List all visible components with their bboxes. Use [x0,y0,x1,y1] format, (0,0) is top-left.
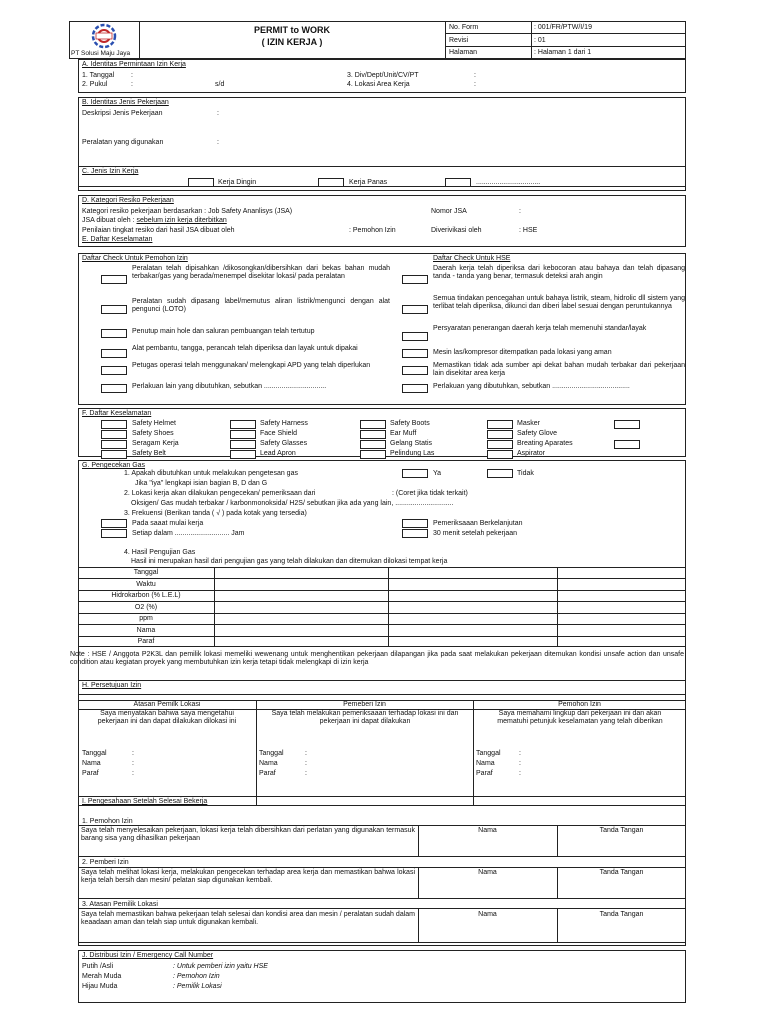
pengesahan-head-0: 1. Pemohon Izin [82,818,133,825]
pukul-label: 2. Pukul [82,81,108,88]
section-b-title: B. Identitas Jenis Pekerjaan [82,99,169,106]
lokasi-label: 4. Lokasi Area Kerja [347,81,410,88]
extra-ppe-checkbox-1[interactable] [614,440,640,449]
ppe-label: Lead Apron [260,450,296,457]
ppe-label: Breating Aparates [517,440,573,447]
kerja-lain-label: ................................. [476,179,541,186]
pemohon-checklist-title: Daftar Check Untuk Pemohon Izin [82,255,188,262]
gas-q3: 3. Frekuensi (Berikan tanda ( √ ) pada kotak yang tersedia) [124,510,307,517]
ppe-label: Safety Harness [260,420,308,427]
approval-field-colon: : [305,760,307,767]
pengesahan-text-1: Saya telah melihat lokasi kerja, melakukan pengecekan terhadap area kerja dan memastikan bahwa lokasi kerja telah bersih dan mesin/ pelatan siap digunakan kembali. [81,869,415,884]
approval-field-colon: : [305,770,307,777]
pengesahan-nama-label: Nama [478,911,497,918]
gas-row-label: ppm [139,615,153,622]
pengesahan-text-2: Saya telah memastikan bahwa pekerjaan telah selesai dan kondisi area dan mesin / peralatan sudah dalam keaadaan aman dan telah siap untuk digunakan kembali. [81,911,415,926]
face-shield-checkbox[interactable] [230,430,256,439]
approval-field-colon: : [132,760,134,767]
section-f-title: F. Daftar Keselamatan [82,410,152,417]
gas-q4: 4. Hasil Pengujian Gas [124,549,196,556]
pelindung-las-checkbox[interactable] [360,450,386,459]
distribusi-label-1: Merah Muda [82,973,122,980]
nomor-jsa-label: Nomor JSA [431,208,467,215]
kerja-panas-label: Kerja Panas [349,179,388,186]
penilaian-label: Penilaian tingkat resiko dari hasil JSA dibuat oleh [82,227,235,234]
approval-field-label: Tanggal [476,750,501,757]
diverifikasi-label: Diverivikasi oleh [431,227,482,234]
distribusi-label-0: Putih /Asli [82,963,114,970]
approval-text-pemohon: Saya memahami lingkup dari pekerjaan ini dan akan mematuhi petunjuk keselamatan yang telah diberikan [497,710,663,725]
pemohon-value: : Pemohon Izin [349,227,396,234]
ppe-label: Safety Boots [390,420,430,427]
gas-row-label: Nama [136,627,156,634]
lokasi-colon: : [474,81,476,88]
form-subtitle: ( IZIN KERJA ) [261,37,323,47]
pemeriksaan-checkbox[interactable] [402,519,428,528]
section-j-title: J. Distribusi Izin / Emergency Call Number [82,952,214,959]
pemeriksaan-label: Pemeriksaaan Berkelanjutan [433,520,523,527]
approval-field-label: Paraf [259,770,276,777]
deskripsi-label: Deskripsi Jenis Pekerjaan [82,110,163,117]
company-name: PT Solusi Maju Jaya [71,50,131,57]
gas-note: Note : HSE / Anggota P2K3L dan pemilik lokasi memeliki wewenang untuk menghentikan pekerjaan dilapangan jika pada saat melakukan pekerjaan ditemukan kondisi unsafe action dan unsafe condition atau kegiatan proyek yang membutuhkan izin kerja tetapi tidak melengkapi di izin kerja [70,651,684,666]
jsa-dibuat-label [82,217,227,225]
gas-row-label: Paraf [137,638,155,645]
pemohon-item-3: Alat pembantu, tangga, perancah telah diperiksa dan layak untuk dipakai [132,345,358,352]
pemohon-item-4: Petugas operasi telah menggunakan/ melengkapi APD yang telah diperlukan [132,362,371,369]
pengesahan-ttd-label: Tanda Tangan [599,911,644,918]
section-e-title: E. Daftar Keselamatan [82,236,153,243]
approval-text-atasan: Saya menyatakan bahwa saya mengetahui pekerjaan ini dan dapat dilakukan dilokasi ini [97,710,237,725]
pengesahan-ttd-label: Tanda Tangan [599,827,644,834]
ppe-label: Safety Glasses [260,440,308,447]
nomor-jsa-colon: : [519,208,521,215]
gas-tidak-label: Tidak [517,470,534,477]
hse-item-3: Mesin las/kompresor ditempatkan pada lokasi yang aman [433,349,612,356]
approval-text-pemberi: Saya telah melakukan pemeriksaaan terhadap lokasi ini dan pekerjaan ini dapat dilakukan [271,710,459,725]
div-colon: : [474,72,476,79]
setiap-checkbox[interactable] [101,529,127,538]
distribusi-value-0: : Untuk pemberi izin yaitu HSE [173,963,268,970]
tanggal-colon: : [131,72,133,79]
approval-field-colon: : [132,750,134,757]
safety-harness-checkbox[interactable] [230,420,256,429]
deskripsi-colon: : [217,110,219,117]
hse-item-4: Memastikan tidak ada sumber api dekat bahan mudah terbakar dari pekerjaan lain disekitar area kerja [433,362,685,377]
pada-saat-checkbox[interactable] [101,519,127,528]
tanggal-label: 1. Tanggal [82,72,115,79]
approval-field-label: Nama [82,760,101,767]
meta-value-1: : 01 [534,37,546,44]
safety-glasses-checkbox[interactable] [230,440,256,449]
ppe-label: Ear Muff [390,430,417,437]
peralatan-label: Peralatan yang digunakan [82,139,164,146]
lead-apron-checkbox[interactable] [230,450,256,459]
company-logo-icon [81,23,127,49]
masker-checkbox[interactable] [487,420,513,429]
gas-q2-line: Oksigen/ Gas mudah terbakar / karbonmonoksida/ H2S/ sebutkan jika ada yang lain, .............................. [131,500,454,507]
hse-value: : HSE [519,227,538,234]
section-h-title: H. Persetujuan Izin [82,682,142,689]
seragam-kerja-checkbox[interactable] [101,440,127,449]
pengesahan-nama-label: Nama [478,827,497,834]
approval-field-colon: : [305,750,307,757]
hse-check-1[interactable] [402,305,428,314]
hse-item-5: Perlakuan yang dibutuhkan, sebutkan ........................................ [433,383,630,390]
div-label: 3. Div/Dept/Unit/CV/PT [347,72,419,79]
breating-aparates-checkbox[interactable] [487,440,513,449]
approval-field-label: Paraf [476,770,493,777]
hse-item-0: Daerah kerja telah diperiksa dari kebocoran atau bahaya dan telah dipasang tanda - tanda yang benar, termasuk deteksi arah angin [433,265,685,280]
hse-checklist-title: Daftar Check Untuk HSE [433,255,511,262]
safety-boots-checkbox[interactable] [360,420,386,429]
pemohon-check-5[interactable] [101,384,127,393]
pengesahan-head-1: 2. Pemberi Izin [82,859,129,866]
pengesahan-text-0: Saya telah menyelesaikan pekerjaan, lokasi kerja telah dibersihkan dari perlatan yang digunakan termasuk barang sisa yang dihasilkan pekerjaan [81,827,415,842]
pemohon-item-0: Peralatan telah dipisahkan /dikosongkan/dibersihkan dari bekas bahan mudah terbakar/gas yang berada/menempel disekitar lokasi/ pada peralatan [132,265,390,280]
meta-label-1: Revisi [449,37,469,44]
approval-field-label: Paraf [82,770,99,777]
ppe-label: Safety Belt [132,450,166,457]
meta-value-2: : Halaman 1 dari 1 [534,49,592,56]
section-g-title: G. Pengecekan Gas [82,462,146,469]
distribusi-value-2: : Pemilik Lokasi [173,983,222,990]
pengesahan-nama-label: Nama [478,869,497,876]
extra-ppe-checkbox-0[interactable] [614,420,640,429]
jsa-dibuat-prefix: JSA dibuat oleh : [82,217,137,224]
hse-item-2: Persyaratan penerangan daerah kerja telah memenuhi standar/layak [433,325,647,332]
gas-row-label: Tanggal [133,569,159,576]
permit-form [69,21,686,1003]
tiga-puluh-label: 30 menit setelah pekerjaan [433,530,518,537]
approval-field-label: Tanggal [259,750,284,757]
gas-q1-note: Jika "iya" lengkapi isian bagian B, D dan G [135,480,268,487]
ppe-label: Masker [517,420,540,427]
distribusi-value-1: : Pemohon Izin [173,973,220,980]
jsa-dibuat-underlined: sebelum izin kerja diterbitkan [136,217,227,224]
approval-head-atasan: Atasan Pemilk Lokasi [133,701,201,708]
hse-check-2[interactable] [402,332,428,341]
hse-check-3[interactable] [402,349,428,358]
ppe-label: Pelindung Las [390,450,435,457]
aspirator-checkbox[interactable] [487,450,513,459]
section-i-title: I. Pengesahaan Setelah Selesai Bekerja [82,798,208,805]
distribusi-label-2: Hijau Muda [82,983,118,990]
gas-ya-checkbox[interactable] [402,469,428,478]
pada-saat-label: Pada saaat mulai kerja [132,520,204,527]
pemohon-check-3[interactable] [101,349,127,358]
approval-field-label: Nama [259,760,278,767]
meta-label-2: Halaman [449,49,478,56]
safety-glove-checkbox[interactable] [487,430,513,439]
safety-belt-checkbox[interactable] [101,450,127,459]
pemohon-check-4[interactable] [101,366,127,375]
ppe-label: Face Shield [260,430,297,437]
pukul-colon: : [131,81,133,88]
hse-item-1: Semua tindakan pencegahan untuk bahaya listrik, steam, hidrolic dll sistem yang terlibat telah diperiksa, dikunci dan diberi label sesuai dengan peruntukannya [433,295,685,310]
kerja-dingin-label: Kerja Dingin [218,179,257,186]
pemohon-check-2[interactable] [101,329,127,338]
form-title: PERMIT to WORK [254,25,330,35]
pemohon-check-1[interactable] [101,305,127,314]
approval-field-colon: : [132,770,134,777]
pengesahan-ttd-label: Tanda Tangan [599,869,644,876]
approval-head-pemberi: Pemeberi Izin [343,701,386,708]
section-c-title: C. Jenis Izin Kerja [82,168,139,175]
gas-q1: 1. Apakah dibutuhkan untuk melakukan pengetesan gas [124,470,298,477]
ppe-label: Gelang Statis [390,440,433,447]
meta-value-0: : 001/FR/PTW/I/19 [534,24,592,31]
kerja-dingin-checkbox[interactable] [188,178,214,187]
hse-check-5[interactable] [402,384,428,393]
approval-field-colon: : [519,750,521,757]
kerja-lain-checkbox[interactable] [445,178,471,187]
ppe-label: Aspirator [517,450,546,457]
ppe-label: Seragam Kerja [132,440,179,447]
approval-field-label: Nama [476,760,495,767]
gas-q2-note: : (Coret jika tidak terkait) [392,490,468,497]
gas-q2: 2. Lokasi kerja akan dilakukan pengecekan/ pemeriksaan dari [124,490,316,497]
pemohon-item-5: Perlakuan lain yang dibutuhkan, sebutkan ................................ [132,383,327,390]
hse-check-4[interactable] [402,366,428,375]
safety-helmet-checkbox[interactable] [101,420,127,429]
gas-q4-note: Hasil ini merupakan hasil dari pengujian gas yang telah dilakukan dan ditemukan dilokasi tempat kerja [131,558,448,565]
gas-tidak-checkbox[interactable] [487,469,513,478]
peralatan-colon: : [217,139,219,146]
pemohon-check-0[interactable] [101,275,127,284]
kerja-panas-checkbox[interactable] [318,178,344,187]
approval-field-colon: : [519,770,521,777]
ear-muff-checkbox[interactable] [360,430,386,439]
gas-row-label: O2 (%) [134,604,158,611]
tiga-puluh-checkbox[interactable] [402,529,428,538]
pemohon-item-2: Penutup main hole dan saluran pembuangan telah tertutup [132,328,315,335]
ppe-label: Safety Helmet [132,420,176,427]
gas-row-label: Hidrokarbon (% L.E.L) [111,592,181,599]
meta-label-0: No. Form [449,24,479,31]
safety-shoes-checkbox[interactable] [101,430,127,439]
gelang-statis-checkbox[interactable] [360,440,386,449]
section-a-title: A. Identitas Permintaan Izin Kerja [82,61,186,68]
ppe-label: Safety Shoes [132,430,174,437]
sd-label: s/d [215,81,225,88]
approval-head-pemohon: Pemohon Izin [558,701,601,708]
gas-ya-label: Ya [433,470,442,477]
setiap-label: Setiap dalam ............................ Jam [132,530,245,537]
ppe-label: Safety Glove [517,430,558,437]
gas-row-label: Waktu [136,581,156,588]
approval-field-colon: : [519,760,521,767]
section-d-title: D. Kategori Resiko Pekerjaan [82,197,174,204]
approval-field-label: Tanggal [82,750,107,757]
pemohon-item-1: Peralatan sudah dipasang label/memutus aliran listrik/mengunci dengan alat pengunci (LOTO) [132,298,390,313]
pengesahan-head-2: 3. Atasan Pemilik Lokasi [82,901,158,908]
kategori-label: Kategori resiko pekerjaan berdasarkan : Job Safety Ananlisys (JSA) [82,208,293,215]
hse-check-0[interactable] [402,275,428,284]
